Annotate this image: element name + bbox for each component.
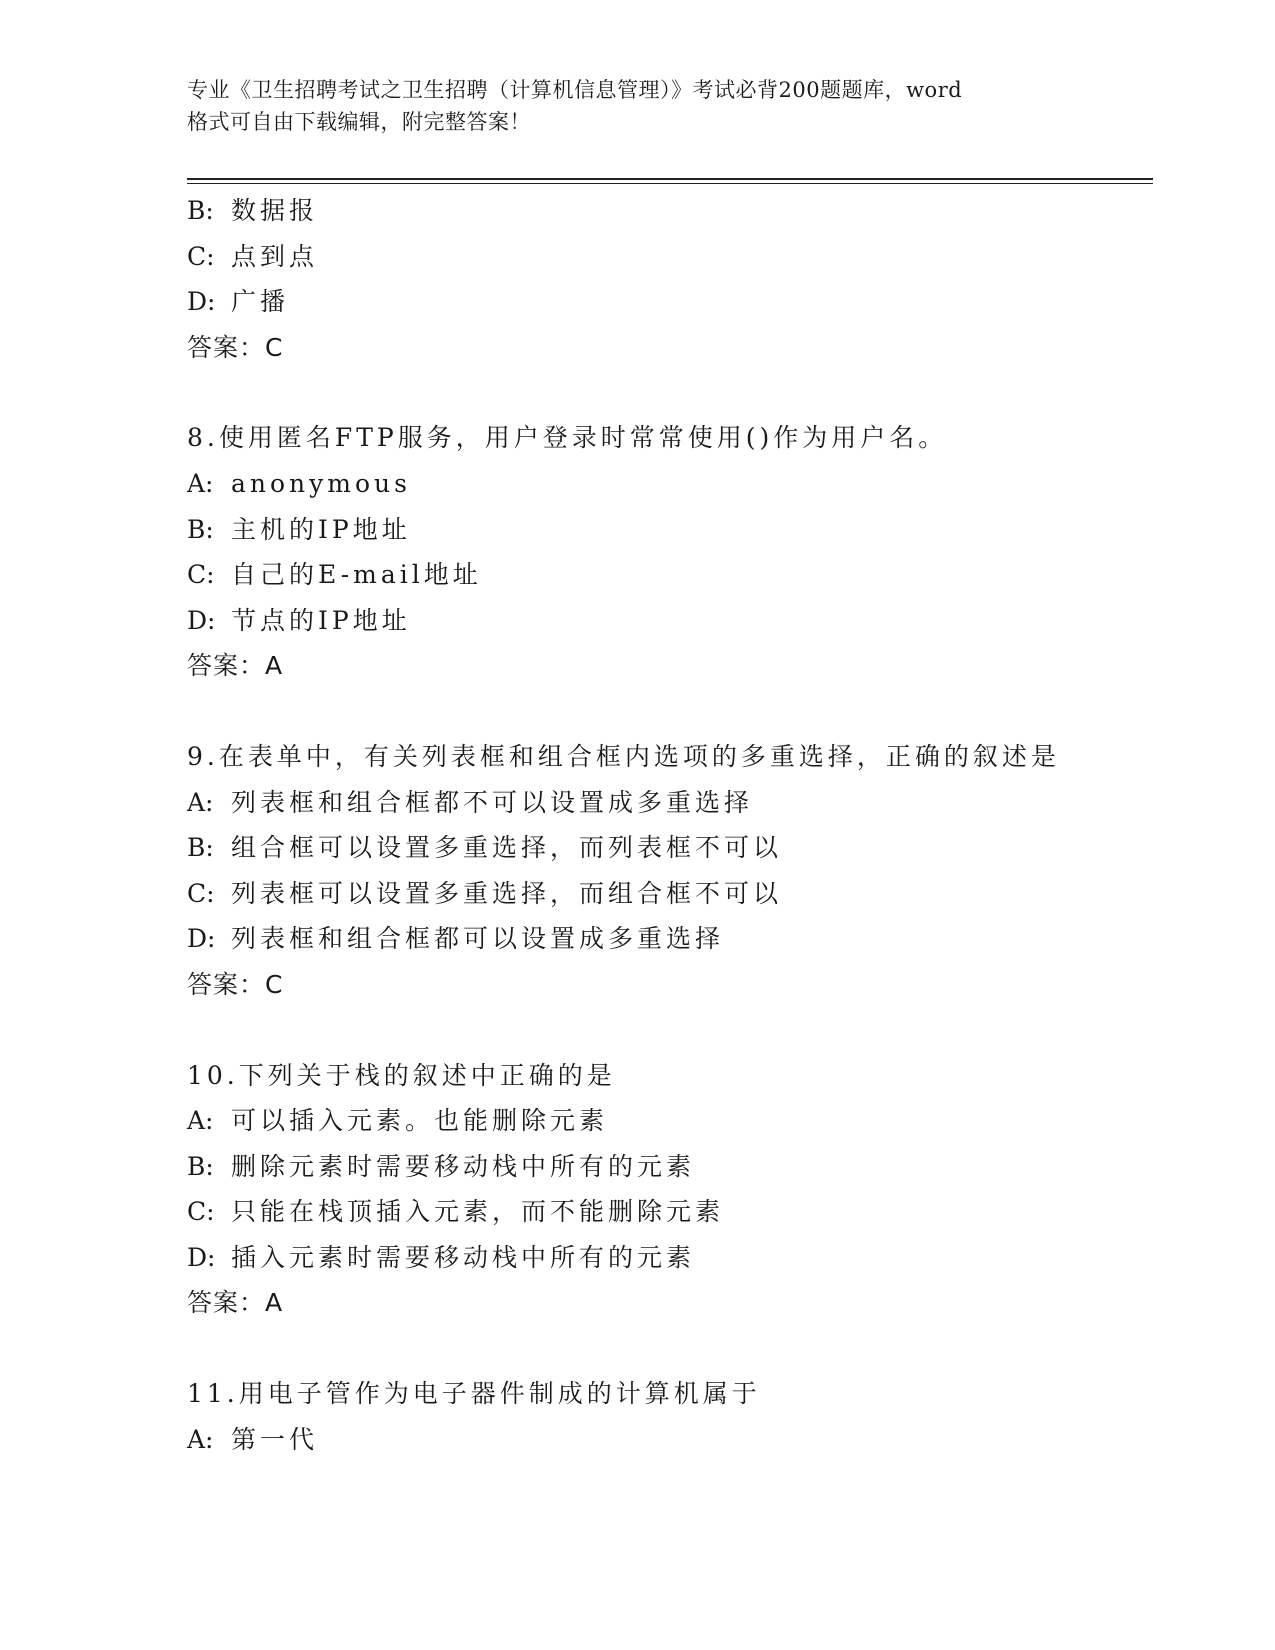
option-row [187, 825, 1153, 871]
option-label: B: [187, 514, 214, 544]
option-label: C: [187, 241, 215, 271]
option-text: 组合框可以设置多重选择，而列表框不可以 [231, 833, 783, 863]
option-row [187, 552, 1153, 598]
option-label: A: [187, 468, 214, 498]
option-label: A: [187, 1424, 214, 1454]
option-label: B: [187, 1151, 214, 1181]
option-label: B: [187, 196, 214, 225]
option-row [187, 1144, 1153, 1190]
option-row [187, 507, 1153, 553]
option-text: 主机的IP地址 [231, 514, 411, 544]
option-row [187, 780, 1153, 826]
option-row [187, 1235, 1153, 1281]
question-stem: 9.在表单中，有关列表框和组合框内选项的多重选择，正确的叙述是 [187, 741, 1060, 771]
spacer [187, 1326, 1153, 1371]
question-stem: 11.用电子管作为电子器件制成的计算机属于 [187, 1379, 761, 1409]
continued-question [187, 188, 1153, 370]
option-text: 自己的E-mail地址 [231, 560, 482, 590]
option-label: A: [187, 1106, 214, 1136]
option-label: C: [187, 1197, 215, 1227]
option-text: 第一代 [231, 1424, 319, 1454]
option-label: D: [187, 924, 216, 954]
question-stem: 8.使用匿名FTP服务，用户登录时常常使用()作为用户名。 [187, 423, 948, 453]
option-label: A: [187, 787, 214, 817]
option-text: 数据报 [231, 196, 319, 225]
option-row [187, 1098, 1153, 1144]
header-divider-thin [187, 183, 1153, 184]
option-row [187, 598, 1153, 644]
option-row [187, 279, 1153, 325]
spacer [187, 1008, 1153, 1053]
header-divider-thick [187, 178, 1153, 180]
option-row [187, 234, 1153, 280]
option-text: 广播 [231, 287, 290, 317]
option-label: D: [187, 287, 216, 317]
option-row [187, 1417, 1153, 1463]
header-line-1: 专业《卫生招聘考试之卫生招聘（计算机信息管理）》考试必背200题题库，word [187, 78, 963, 102]
option-label: D: [187, 1242, 216, 1272]
question-list [187, 188, 1153, 1462]
option-text: anonymous [231, 468, 411, 498]
spacer [187, 370, 1153, 415]
header-line-2: 格式可自由下载编辑，附完整答案！ [187, 110, 531, 134]
answer-line: 答案：A [187, 651, 284, 681]
spacer [187, 689, 1153, 734]
option-label: C: [187, 878, 215, 908]
answer-line: 答案：C [187, 969, 284, 999]
option-row [187, 188, 1153, 234]
option-row [187, 461, 1153, 507]
question-stem: 10.下列关于栈的叙述中正确的是 [187, 1060, 616, 1090]
answer-line: 答案：C [187, 332, 284, 362]
option-label: D: [187, 605, 216, 635]
option-text: 列表框可以设置多重选择，而组合框不可以 [231, 878, 783, 908]
option-text: 可以插入元素。也能删除元素 [231, 1106, 609, 1136]
answer-line: 答案：A [187, 1288, 284, 1318]
option-label: B: [187, 833, 214, 863]
question-10 [187, 1053, 1153, 1327]
option-text: 点到点 [231, 241, 319, 271]
option-label: C: [187, 560, 215, 590]
question-9 [187, 734, 1153, 1008]
option-text: 删除元素时需要移动栈中所有的元素 [231, 1151, 696, 1181]
question-8 [187, 415, 1153, 689]
option-text: 列表框和组合框都可以设置成多重选择 [231, 924, 725, 954]
option-text: 列表框和组合框都不可以设置成多重选择 [231, 787, 754, 817]
option-text: 插入元素时需要移动栈中所有的元素 [231, 1242, 696, 1272]
option-text: 节点的IP地址 [231, 605, 411, 635]
option-row [187, 871, 1153, 917]
question-11 [187, 1371, 1153, 1462]
option-row [187, 916, 1153, 962]
option-row [187, 1189, 1153, 1235]
option-text: 只能在栈顶插入元素，而不能删除元素 [231, 1197, 725, 1227]
document-header [187, 74, 1087, 138]
